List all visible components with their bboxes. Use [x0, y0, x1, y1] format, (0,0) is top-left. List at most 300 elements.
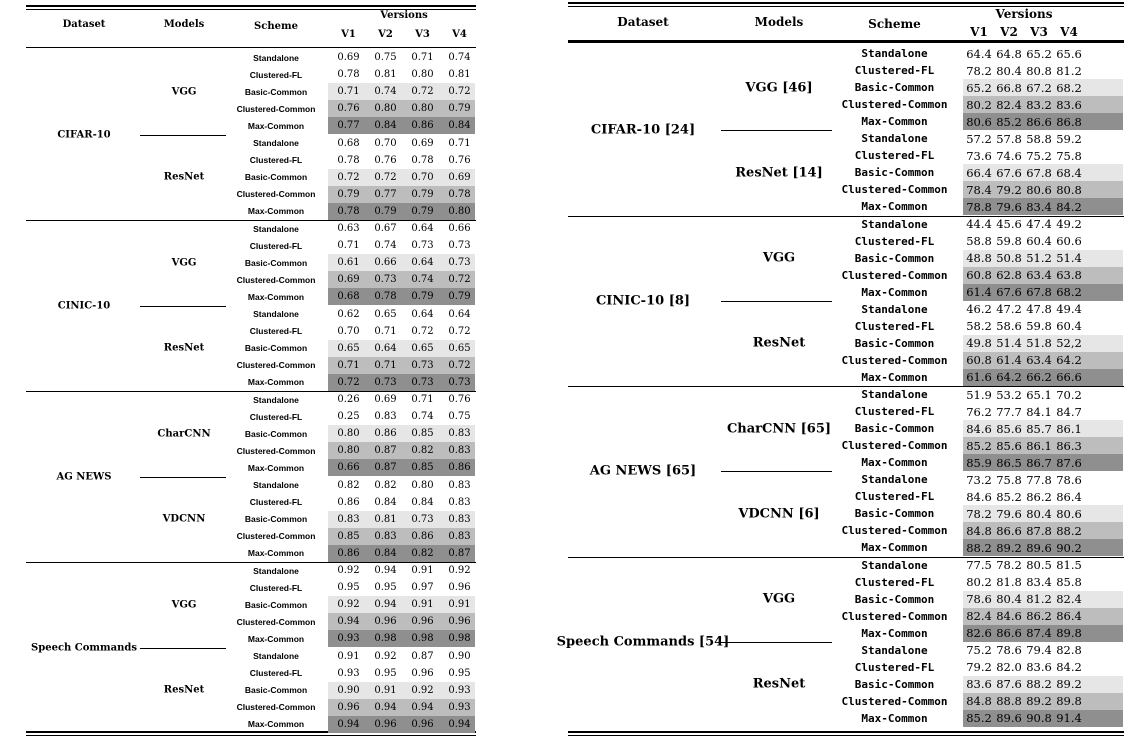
model-label: ResNet: [752, 676, 806, 692]
value-cell: 0.85: [411, 428, 434, 440]
scheme-cell: Basic-Common: [854, 251, 935, 265]
value-cell: 0.96: [448, 582, 471, 594]
value-cell: 0.79: [411, 291, 434, 303]
dataset-label: CINIC-10: [57, 300, 111, 311]
header-scheme: Scheme: [868, 17, 921, 31]
value-cell: 47.8: [1026, 302, 1052, 317]
value-cell: 81.2: [1056, 63, 1082, 78]
value-cell: 0.69: [411, 137, 434, 149]
value-cell: 0.91: [337, 650, 360, 662]
value-cell: 0.26: [337, 394, 360, 406]
value-cell: 0.64: [411, 257, 434, 269]
value-cell: 64.2: [1056, 353, 1082, 368]
scheme-cell: Basic-Common: [854, 677, 935, 691]
value-cell: 63.4: [1026, 268, 1052, 283]
scheme-cell: Standalone: [861, 473, 928, 487]
value-cell: 86.1: [1026, 438, 1052, 453]
value-cell: 83.6: [1026, 660, 1052, 675]
value-cell: 0.73: [448, 376, 471, 388]
table-row: [26, 254, 476, 271]
model-label: ResNet: [752, 335, 806, 351]
scheme-cell: Standalone: [253, 52, 299, 63]
header-versions: Versions: [380, 10, 428, 21]
value-cell: 60.8: [966, 268, 992, 283]
value-cell: 0.79: [374, 205, 397, 217]
value-cell: 0.98: [448, 633, 471, 645]
value-cell: 0.68: [337, 291, 360, 303]
value-cell: 61.4: [966, 285, 992, 300]
table-rule: [568, 2, 1124, 4]
value-cell: 80.5: [1026, 558, 1052, 573]
value-cell: 0.94: [337, 718, 360, 730]
value-cell: 0.67: [374, 223, 397, 235]
value-cell: 78.6: [966, 592, 992, 607]
scheme-cell: Clustered-Common: [236, 531, 316, 542]
scheme-cell: Clustered-FL: [854, 490, 935, 504]
value-cell: 49.8: [966, 336, 992, 351]
value-cell: 0.91: [411, 565, 434, 577]
value-cell: 0.94: [411, 701, 434, 713]
value-cell: 85.8: [1056, 575, 1082, 590]
value-cell: 89.6: [996, 711, 1022, 726]
model-label: VGG [46]: [745, 80, 813, 96]
table-row: [26, 425, 476, 442]
value-cell: 84.6: [966, 489, 992, 504]
table-row: [26, 545, 476, 562]
value-cell: 52,2: [1056, 336, 1082, 351]
value-cell: 78.4: [966, 182, 992, 197]
header-version-2: V2: [378, 29, 393, 40]
value-cell: 0.79: [411, 205, 434, 217]
table-row: [568, 267, 1124, 284]
table-row: [26, 357, 476, 374]
value-cell: 0.73: [448, 257, 471, 269]
table-row: [26, 49, 476, 66]
value-cell: 0.81: [374, 69, 397, 81]
scheme-cell: Clustered-Common: [236, 274, 316, 285]
value-cell: 82.4: [996, 97, 1022, 112]
value-cell: 0.94: [448, 718, 471, 730]
scheme-cell: Max-Common: [861, 115, 928, 129]
value-cell: 65.2: [1026, 46, 1052, 61]
value-cell: 0.83: [448, 445, 471, 457]
scheme-cell: Clustered-FL: [854, 234, 935, 248]
value-cell: 86.2: [1026, 489, 1052, 504]
value-cell: 80.4: [996, 63, 1022, 78]
value-cell: 86.6: [996, 626, 1022, 641]
value-cell: 89.8: [1056, 626, 1082, 641]
value-cell: 0.98: [411, 633, 434, 645]
value-cell: 0.61: [337, 257, 360, 269]
value-cell: 0.93: [337, 667, 360, 679]
header-version-3: V3: [1030, 25, 1048, 39]
value-cell: 0.73: [411, 359, 434, 371]
value-cell: 0.80: [411, 103, 434, 115]
value-cell: 0.94: [374, 565, 397, 577]
value-cell: 78.2: [996, 558, 1022, 573]
value-cell: 46.2: [966, 302, 992, 317]
value-cell: 0.96: [411, 667, 434, 679]
value-cell: 78.2: [966, 63, 992, 78]
scheme-cell: Standalone: [253, 565, 299, 576]
value-cell: 75.8: [996, 472, 1022, 487]
value-cell: 0.71: [411, 52, 434, 64]
scheme-cell: Max-Common: [861, 711, 928, 725]
scheme-cell: Clustered-Common: [236, 103, 316, 114]
dataset-label: Speech Commands: [31, 642, 137, 653]
value-cell: 59.8: [996, 234, 1022, 249]
value-cell: 67.8: [1026, 165, 1052, 180]
value-cell: 0.86: [411, 120, 434, 132]
value-cell: 47.4: [1026, 217, 1052, 232]
value-cell: 0.84: [374, 120, 397, 132]
table-row: [568, 574, 1124, 591]
scheme-cell: Clustered-Common: [841, 694, 948, 708]
value-cell: 0.80: [411, 479, 434, 491]
value-cell: 0.72: [448, 86, 471, 98]
scheme-cell: Clustered-Common: [236, 445, 316, 456]
value-cell: 61.6: [966, 370, 992, 385]
value-cell: 84.7: [1056, 404, 1082, 419]
scheme-cell: Clustered-FL: [249, 240, 303, 251]
model-label: CharCNN: [157, 428, 211, 440]
scheme-cell: Max-Common: [247, 291, 305, 302]
value-cell: 0.70: [374, 137, 397, 149]
value-cell: 48.8: [966, 251, 992, 266]
value-cell: 0.85: [337, 530, 360, 542]
header-dataset: Dataset: [617, 15, 669, 29]
table-row: [26, 220, 476, 237]
value-cell: 85.2: [966, 711, 992, 726]
model-label: VGG: [762, 591, 796, 607]
value-cell: 78.2: [966, 506, 992, 521]
value-cell: 0.65: [411, 342, 434, 354]
value-cell: 85.2: [966, 438, 992, 453]
value-cell: 79.6: [996, 506, 1022, 521]
value-cell: 0.83: [448, 496, 471, 508]
value-cell: 0.65: [337, 342, 360, 354]
table-row: [26, 66, 476, 83]
table-row: [568, 181, 1124, 198]
table-row: [568, 335, 1124, 352]
value-cell: 0.78: [448, 188, 471, 200]
scheme-cell: Standalone: [861, 132, 928, 146]
value-cell: 88.8: [996, 694, 1022, 709]
value-cell: 86.6: [1026, 114, 1052, 129]
value-cell: 0.64: [411, 223, 434, 235]
table-row: [26, 203, 476, 220]
value-cell: 86.1: [1056, 421, 1082, 436]
value-cell: 0.72: [374, 171, 397, 183]
value-cell: 0.72: [411, 86, 434, 98]
value-cell: 78.6: [996, 643, 1022, 658]
scheme-cell: Standalone: [253, 394, 299, 405]
scheme-cell: Basic-Common: [244, 599, 308, 610]
value-cell: 0.83: [337, 513, 360, 525]
model-label: ResNet: [163, 684, 205, 696]
table-row: [568, 557, 1124, 574]
value-cell: 0.72: [448, 359, 471, 371]
value-cell: 0.73: [411, 376, 434, 388]
dataset-label: AG NEWS [65]: [589, 463, 697, 479]
value-cell: 74.6: [996, 148, 1022, 163]
scheme-cell: Max-Common: [247, 462, 305, 473]
table-row: [568, 505, 1124, 522]
scheme-cell: Basic-Common: [854, 336, 935, 350]
scheme-cell: Basic-Common: [854, 166, 935, 180]
value-cell: 0.76: [374, 154, 397, 166]
value-cell: 57.8: [996, 131, 1022, 146]
header-dataset: Dataset: [62, 19, 106, 30]
value-cell: 0.64: [448, 308, 471, 320]
scheme-cell: Clustered-Common: [236, 189, 316, 200]
model-label: VGG: [171, 599, 197, 611]
table-row: [568, 352, 1124, 369]
value-cell: 66.2: [1026, 370, 1052, 385]
value-cell: 64.8: [996, 46, 1022, 61]
value-cell: 0.74: [374, 240, 397, 252]
value-cell: 0.77: [374, 188, 397, 200]
table-row: [26, 579, 476, 596]
value-cell: 58.6: [996, 319, 1022, 334]
table-row: [26, 699, 476, 716]
value-cell: 0.94: [374, 599, 397, 611]
value-cell: 53.2: [996, 387, 1022, 402]
value-cell: 0.71: [374, 359, 397, 371]
value-cell: 0.79: [448, 103, 471, 115]
value-cell: 0.74: [411, 411, 434, 423]
value-cell: 0.91: [374, 684, 397, 696]
value-cell: 51.8: [1026, 336, 1052, 351]
value-cell: 0.75: [374, 52, 397, 64]
value-cell: 80.2: [966, 575, 992, 590]
scheme-cell: Clustered-Common: [841, 183, 948, 197]
value-cell: 0.65: [448, 342, 471, 354]
value-cell: 87.6: [1056, 455, 1082, 470]
value-cell: 0.90: [448, 650, 471, 662]
value-cell: 0.64: [411, 308, 434, 320]
table-row: [26, 528, 476, 545]
value-cell: 84.6: [966, 421, 992, 436]
value-cell: 77.5: [966, 558, 992, 573]
model-label: VDCNN: [162, 513, 206, 525]
value-cell: 0.96: [374, 616, 397, 628]
scheme-cell: Basic-Common: [244, 685, 308, 696]
scheme-cell: Standalone: [861, 388, 928, 402]
value-cell: 76.2: [966, 404, 992, 419]
value-cell: 70.2: [1056, 387, 1082, 402]
model-label: VGG: [171, 257, 197, 269]
scheme-cell: Max-Common: [861, 626, 928, 640]
right-results-table: [556, 2, 1124, 738]
value-cell: 0.74: [411, 274, 434, 286]
table-row: [568, 318, 1124, 335]
table-rule: [568, 735, 1124, 736]
value-cell: 58.8: [1026, 131, 1052, 146]
table-row: [568, 147, 1124, 164]
value-cell: 0.71: [411, 394, 434, 406]
value-cell: 0.80: [411, 69, 434, 81]
value-cell: 75.2: [1026, 148, 1052, 163]
value-cell: 0.72: [448, 274, 471, 286]
value-cell: 89.2: [1056, 677, 1082, 692]
value-cell: 81.5: [1056, 558, 1082, 573]
scheme-cell: Standalone: [253, 309, 299, 320]
value-cell: 85.7: [1026, 421, 1052, 436]
value-cell: 0.84: [448, 120, 471, 132]
value-cell: 87.4: [1026, 626, 1052, 641]
scheme-cell: Basic-Common: [854, 507, 935, 521]
value-cell: 68.2: [1056, 80, 1082, 95]
scheme-cell: Clustered-FL: [249, 582, 303, 593]
scheme-cell: Clustered-Common: [841, 524, 948, 538]
value-cell: 0.91: [411, 599, 434, 611]
value-cell: 0.73: [411, 240, 434, 252]
scheme-cell: Clustered-FL: [249, 69, 303, 80]
value-cell: 0.80: [337, 428, 360, 440]
table-row: [26, 237, 476, 254]
value-cell: 0.81: [448, 69, 471, 81]
value-cell: 51.2: [1026, 251, 1052, 266]
value-cell: 84.6: [996, 609, 1022, 624]
table-row: [26, 100, 476, 117]
header-version-1: V1: [341, 29, 356, 40]
value-cell: 88.2: [1056, 523, 1082, 538]
value-cell: 79.2: [996, 182, 1022, 197]
value-cell: 0.83: [374, 530, 397, 542]
table-row: [26, 83, 476, 100]
value-cell: 0.92: [337, 599, 360, 611]
value-cell: 86.4: [1056, 609, 1082, 624]
value-cell: 0.87: [374, 462, 397, 474]
value-cell: 82.8: [1056, 643, 1082, 658]
scheme-cell: Clustered-FL: [854, 64, 935, 78]
value-cell: 86.8: [1056, 114, 1082, 129]
model-label: VDCNN [6]: [738, 506, 820, 522]
value-cell: 0.72: [411, 325, 434, 337]
value-cell: 0.84: [374, 547, 397, 559]
value-cell: 83.6: [966, 677, 992, 692]
value-cell: 83.4: [1026, 575, 1052, 590]
value-cell: 0.81: [374, 513, 397, 525]
value-cell: 80.6: [1026, 182, 1052, 197]
table-row: [568, 591, 1124, 608]
scheme-cell: Clustered-FL: [249, 411, 303, 422]
value-cell: 81.2: [1026, 592, 1052, 607]
scheme-cell: Basic-Common: [854, 81, 935, 95]
value-cell: 0.96: [374, 718, 397, 730]
value-cell: 0.75: [448, 411, 471, 423]
value-cell: 67.6: [996, 285, 1022, 300]
scheme-cell: Basic-Common: [244, 428, 308, 439]
scheme-cell: Basic-Common: [244, 343, 308, 354]
value-cell: 64.4: [966, 46, 992, 61]
value-cell: 0.86: [411, 530, 434, 542]
value-cell: 0.78: [411, 154, 434, 166]
value-cell: 75.8: [1056, 148, 1082, 163]
value-cell: 0.73: [411, 513, 434, 525]
value-cell: 0.83: [448, 530, 471, 542]
value-cell: 0.72: [337, 171, 360, 183]
scheme-cell: Clustered-Common: [236, 360, 316, 371]
value-cell: 0.64: [374, 342, 397, 354]
value-cell: 0.69: [448, 171, 471, 183]
value-cell: 79.4: [1026, 643, 1052, 658]
value-cell: 58.8: [966, 234, 992, 249]
header-models: Models: [754, 15, 804, 29]
value-cell: 0.74: [448, 52, 471, 64]
model-label: VGG: [171, 86, 197, 98]
value-cell: 84.2: [1056, 660, 1082, 675]
value-cell: 84.1: [1026, 404, 1052, 419]
table-row: [26, 665, 476, 682]
value-cell: 0.71: [337, 359, 360, 371]
value-cell: 0.80: [374, 103, 397, 115]
value-cell: 60.6: [1056, 234, 1082, 249]
value-cell: 0.72: [448, 325, 471, 337]
value-cell: 0.85: [411, 462, 434, 474]
value-cell: 57.2: [966, 131, 992, 146]
table-rule: [568, 731, 1124, 733]
value-cell: 0.95: [448, 667, 471, 679]
value-cell: 0.84: [411, 496, 434, 508]
table-row: [26, 169, 476, 186]
value-cell: 65.2: [966, 80, 992, 95]
table-row: [568, 386, 1124, 403]
scheme-cell: Max-Common: [861, 285, 928, 299]
table-row: [568, 62, 1124, 79]
table-row: [26, 511, 476, 528]
table-row: [568, 250, 1124, 267]
value-cell: 0.92: [448, 565, 471, 577]
table-rule: [26, 47, 476, 48]
value-cell: 83.4: [1026, 199, 1052, 214]
value-cell: 0.87: [374, 445, 397, 457]
scheme-cell: Standalone: [861, 217, 928, 231]
value-cell: 0.79: [337, 188, 360, 200]
value-cell: 0.66: [448, 223, 471, 235]
scheme-cell: Clustered-Common: [841, 268, 948, 282]
value-cell: 0.69: [337, 52, 360, 64]
value-cell: 0.73: [374, 376, 397, 388]
value-cell: 89.6: [1026, 540, 1052, 555]
table-rule: [26, 5, 476, 7]
value-cell: 86.4: [1056, 489, 1082, 504]
scheme-cell: Max-Common: [247, 120, 305, 131]
value-cell: 80.2: [966, 97, 992, 112]
value-cell: 51.4: [1056, 251, 1082, 266]
value-cell: 0.93: [448, 701, 471, 713]
table-row: [568, 369, 1124, 386]
header-version-2: V2: [1000, 25, 1018, 39]
table-row: [26, 442, 476, 459]
scheme-cell: Clustered-FL: [854, 149, 935, 163]
value-cell: 90.2: [1056, 540, 1082, 555]
value-cell: 0.73: [374, 274, 397, 286]
scheme-cell: Basic-Common: [854, 592, 935, 606]
value-cell: 0.79: [411, 188, 434, 200]
scheme-cell: Max-Common: [247, 206, 305, 217]
value-cell: 82.4: [966, 609, 992, 624]
value-cell: 63.4: [1026, 353, 1052, 368]
value-cell: 78.8: [966, 199, 992, 214]
value-cell: 0.92: [337, 565, 360, 577]
value-cell: 0.87: [448, 547, 471, 559]
value-cell: 82.6: [966, 626, 992, 641]
scheme-cell: Basic-Common: [244, 257, 308, 268]
value-cell: 45.6: [996, 217, 1022, 232]
value-cell: 0.80: [448, 205, 471, 217]
